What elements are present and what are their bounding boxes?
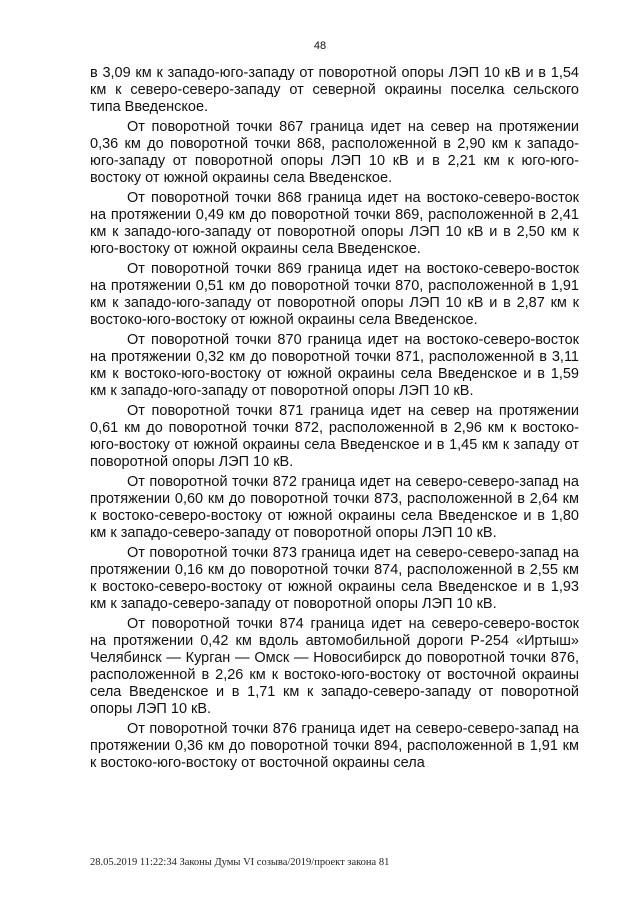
- paragraph-point-873: От поворотной точки 873 граница идет на северо-северо-запад на протяжении 0,16 км до поворотной точки 874, расположенной в 2,55 км к востоко-северо-востоку от южной окраины села Введенское и в 1,93 км к западо-северо-западу от поворотной опоры ЛЭП 10 кВ.: [90, 545, 579, 612]
- paragraph-point-867: От поворотной точки 867 граница идет на север на протяжении 0,36 км до поворотной точки 868, расположенной в 2,90 км к западо-юго-западу от поворотной опоры ЛЭП 10 кВ и в 2,21 км к юго-юго-востоку от южной окраины села Введенское.: [90, 119, 579, 186]
- paragraph-point-871: От поворотной точки 871 граница идет на север на протяжении 0,61 км до поворотной точки 872, расположенной в 2,96 км к востоко-юго-востоку от южной окраины села Введенское и в 1,45 км к западу от поворотной опоры ЛЭП 10 кВ.: [90, 403, 579, 470]
- document-body: [90, 65, 579, 775]
- paragraph-point-869: От поворотной точки 869 граница идет на востоко-северо-восток на протяжении 0,51 км до поворотной точки 870, расположенной в 1,91 км к западо-юго-западу от поворотной опоры ЛЭП 10 кВ и в 2,87 км к востоко-юго-востоку от южной окраины села Введенское.: [90, 261, 579, 328]
- paragraph-continuation: в 3,09 км к западо-юго-западу от поворотной опоры ЛЭП 10 кВ и в 1,54 км к северо-северо-западу от северной окраины поселка сельского типа Введенское.: [90, 65, 579, 115]
- document-footer: 28.05.2019 11:22:34 Законы Думы VI созыва/2019/проект закона 81: [90, 857, 390, 868]
- paragraph-point-868: От поворотной точки 868 граница идет на востоко-северо-восток на протяжении 0,49 км до поворотной точки 869, расположенной в 2,41 км к западо-юго-западу от поворотной опоры ЛЭП 10 кВ и в 2,50 км к юго-востоку от южной окраины села Введенское.: [90, 190, 579, 257]
- paragraph-point-872: От поворотной точки 872 граница идет на северо-северо-запад на протяжении 0,60 км до поворотной точки 873, расположенной в 2,64 км к востоко-северо-востоку от южной окраины села Введенское и в 1,80 км к западо-северо-западу от поворотной опоры ЛЭП 10 кВ.: [90, 474, 579, 541]
- paragraph-point-876: От поворотной точки 876 граница идет на северо-северо-запад на протяжении 0,36 км до поворотной точки 894, расположенной в 1,91 км к востоко-юго-востоку от восточной окраины села: [90, 721, 579, 771]
- page-number: 48: [313, 40, 327, 52]
- paragraph-point-870: От поворотной точки 870 граница идет на востоко-северо-восток на протяжении 0,32 км до поворотной точки 871, расположенной в 3,11 км к востоко-юго-востоку от южной окраины села Введенское и в 1,59 км к западо-юго-западу от поворотной опоры ЛЭП 10 кВ.: [90, 332, 579, 399]
- paragraph-point-874: От поворотной точки 874 граница идет на северо-северо-восток на протяжении 0,42 км вдоль автомобильной дороги Р-254 «Иртыш» Челябинск — Курган — Омск — Новосибирск до поворотной точки 876, расположенной в 2,26 км к востоко-юго-востоку от восточной окраины села Введенское и в 1,71 км к западо-северо-западу от поворотной опоры ЛЭП 10 кВ.: [90, 616, 579, 717]
